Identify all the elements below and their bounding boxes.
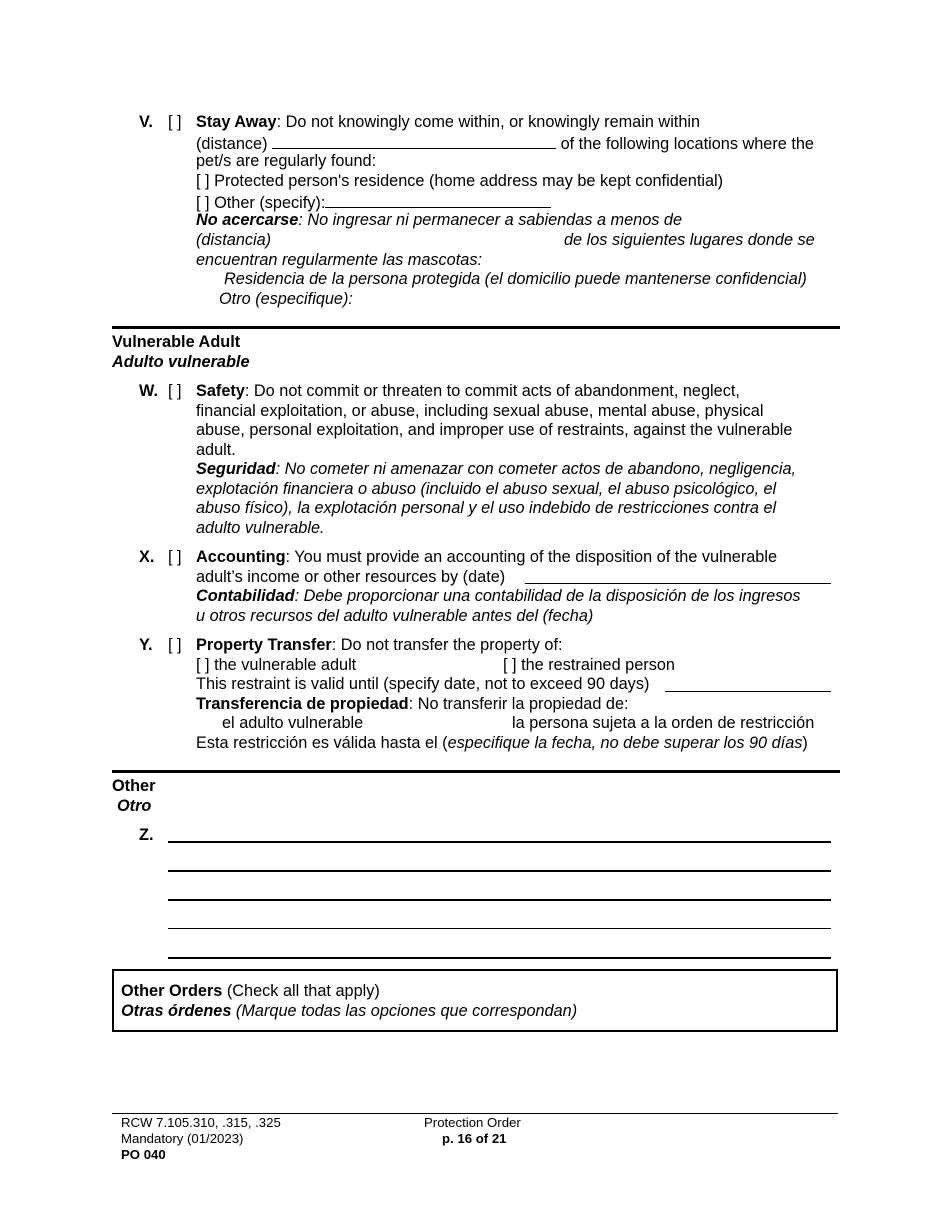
property-transfer-line: Property Transfer: Do not transfer the property of: [196, 636, 563, 654]
z-write-line[interactable] [168, 899, 831, 901]
accounting-title: Accounting [196, 548, 286, 566]
safety-es-text: abuso físico), la explotación personal y el uso indebido de restricciones contra el [196, 499, 777, 517]
option-other-specify[interactable]: [ ] Other (specify): [196, 192, 551, 214]
property-transfer-title: Property Transfer [196, 636, 332, 654]
accounting-text: adult’s income or other resources by (date) [196, 568, 506, 586]
option-protected-residence[interactable]: [ ] Protected person's residence (home address may be kept confidential) [196, 172, 724, 190]
vulnerable-adult-heading: Vulnerable Adult [112, 333, 241, 351]
other-heading-es: Otro [117, 797, 152, 815]
safety-title: Safety [196, 382, 245, 400]
option-protected-residence-es: Residencia de la persona protegida (el domicilio puede mantenerse confidencial) [224, 270, 807, 288]
property-transfer-es-line: Transferencia de propiedad: No transferir la propiedad de: [196, 695, 629, 713]
accounting-es-title: Contabilidad [196, 587, 295, 605]
other-orders-title: Other Orders [121, 982, 223, 1000]
vulnerable-adult-heading-es: Adulto vulnerable [112, 353, 250, 371]
footer-rcw: RCW 7.105.310, .315, .325 [121, 1115, 281, 1130]
item-letter-z: Z. [139, 826, 154, 844]
option-restrained-person-es: la persona sujeta a la orden de restricción [512, 714, 815, 732]
z-write-line[interactable] [168, 928, 831, 929]
distance-es-text: de los siguientes lugares donde se [564, 231, 815, 249]
distance-es-label: (distancia) [196, 231, 272, 249]
other-orders-line: Other Orders (Check all that apply) [121, 982, 380, 1000]
section-divider [112, 326, 840, 329]
stay-away-es-line: No acercarse: No ingresar ni permanecer a sabiendas a menos de [196, 211, 683, 229]
stay-away-line: Stay Away: Do not knowingly come within, or knowingly remain within [196, 113, 701, 131]
option-other-es: Otro (especifique): [219, 290, 353, 308]
checkbox-v[interactable]: [ ] [168, 113, 182, 131]
checkbox-w[interactable]: [ ] [168, 382, 182, 400]
other-orders-es-title: Otras órdenes [121, 1002, 232, 1020]
footer-mandatory: Mandatory (01/2023) [121, 1131, 244, 1146]
stay-away-title: Stay Away [196, 113, 277, 131]
stay-away-es-title: No acercarse [196, 211, 299, 229]
safety-es-title: Seguridad [196, 460, 276, 478]
option-restrained-person[interactable]: [ ] the restrained person [503, 656, 675, 674]
z-write-line[interactable] [168, 841, 831, 843]
z-write-line[interactable] [168, 870, 831, 872]
pets-found-es-text: encuentran regularmente las mascotas: [196, 251, 482, 269]
pets-found-text: pet/s are regularly found: [196, 152, 377, 170]
property-transfer-es-title: Transferencia de propiedad [196, 695, 409, 713]
distance-field[interactable] [272, 133, 556, 149]
item-letter-w: W. [139, 382, 158, 400]
footer-doc-title: Protection Order [424, 1115, 521, 1130]
other-heading: Other [112, 777, 156, 795]
footer-divider [112, 1113, 838, 1114]
accounting-es-text: u otros recursos del adulto vulnerable antes del (fecha) [196, 607, 594, 625]
option-vulnerable-adult-es: el adulto vulnerable [222, 714, 364, 732]
footer-form-number: PO 040 [121, 1147, 166, 1162]
option-vulnerable-adult[interactable]: [ ] the vulnerable adult [196, 656, 357, 674]
safety-text: abuse, personal exploitation, and improper use of restraints, against the vulnerable [196, 421, 793, 439]
safety-text: adult. [196, 441, 236, 459]
restraint-date-field[interactable] [665, 691, 831, 692]
safety-es-line: Seguridad: No cometer ni amenazar con cometer actos de abandono, negligencia, [196, 460, 797, 478]
other-specify-field[interactable] [325, 192, 551, 208]
safety-es-text: explotación financiera o abuso (incluido el abuso sexual, el abuso psicológico, el [196, 480, 777, 498]
distance-line: (distance) of the following locations where the [196, 135, 814, 153]
item-letter-v: V. [139, 113, 153, 131]
z-write-line[interactable] [168, 957, 831, 959]
safety-text: financial exploitation, or abuse, including sexual abuse, mental abuse, physical [196, 402, 764, 420]
section-divider [112, 770, 840, 773]
restraint-valid-text: This restraint is valid until (specify date, not to exceed 90 days) [196, 675, 650, 693]
accounting-line: Accounting: You must provide an accounting of the disposition of the vulnerable [196, 548, 778, 566]
checkbox-y[interactable]: [ ] [168, 636, 182, 654]
accounting-es-line: Contabilidad: Debe proporcionar una contabilidad de la disposición de los ingresos [196, 587, 801, 605]
checkbox-x[interactable]: [ ] [168, 548, 182, 566]
item-letter-x: X. [139, 548, 155, 566]
restraint-valid-es-text: Esta restricción es válida hasta el (especifique la fecha, no debe superar los 90 días) [196, 734, 808, 752]
accounting-date-field[interactable] [525, 583, 831, 584]
safety-line: Safety: Do not commit or threaten to commit acts of abandonment, neglect, [196, 382, 740, 400]
item-letter-y: Y. [139, 636, 153, 654]
other-orders-es-line: Otras órdenes (Marque todas las opciones que correspondan) [121, 1002, 578, 1020]
safety-es-text: adulto vulnerable. [196, 519, 325, 537]
footer-page-number: p. 16 of 21 [442, 1131, 507, 1146]
